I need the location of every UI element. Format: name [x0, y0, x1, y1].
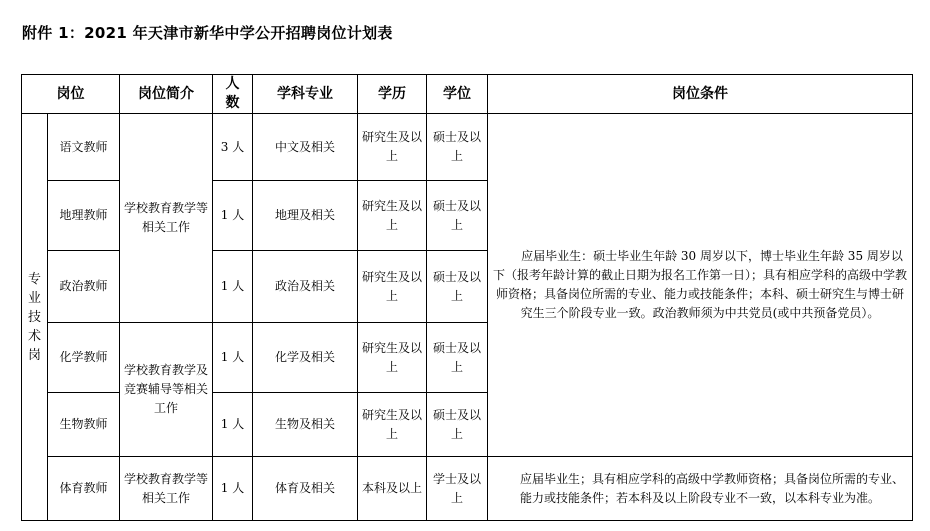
degree-cell: 学士及以上	[427, 457, 488, 521]
position-cell: 生物教师	[48, 393, 120, 457]
category-text: 专业技术岗	[28, 271, 44, 363]
count-cell: 3 人	[213, 114, 253, 181]
major-cell: 政治及相关	[253, 251, 358, 323]
degree-cell: 硕士及以上	[427, 393, 488, 457]
intro-cell: 学校教育教学等相关工作	[120, 457, 213, 521]
position-cell: 政治教师	[48, 251, 120, 323]
education-cell: 研究生及以上	[358, 181, 427, 251]
count-cell: 1 人	[213, 457, 253, 521]
intro-cell: 学校教育教学及竞赛辅导等相关工作	[120, 323, 213, 457]
header-intro: 岗位简介	[120, 75, 213, 114]
major-cell: 地理及相关	[253, 181, 358, 251]
major-cell: 中文及相关	[253, 114, 358, 181]
header-degree: 学位	[427, 75, 488, 114]
conditions-cell: 应届毕业生；具有相应学科的高级中学教师资格；具备岗位所需的专业、能力或技能条件；若本科及以上阶段专业不一致，以本科专业为准。	[488, 457, 913, 521]
education-cell: 研究生及以上	[358, 393, 427, 457]
count-cell: 1 人	[213, 393, 253, 457]
degree-cell: 硕士及以上	[427, 251, 488, 323]
document-title: 附件 1：2021 年天津市新华中学公开招聘岗位计划表	[22, 24, 393, 42]
header-count	[213, 75, 253, 114]
header-count-text: 人数	[225, 76, 240, 111]
header-conditions: 岗位条件	[488, 75, 913, 114]
position-cell: 体育教师	[48, 457, 120, 521]
conditions-cell: 应届毕业生：硕士毕业生年龄 30 周岁以下，博士毕业生年龄 35 周岁以下（报考年龄计算的截止日期为报名工作第一日）；具有相应学科的高级中学教师资格；具备岗位所需的专业、能力或技能条件；本科、硕士研究生与博士研究生三个阶段专业一致。政治教师须为中共党员(或中共预备党员）。	[488, 114, 913, 457]
degree-cell: 硕士及以上	[427, 181, 488, 251]
major-cell: 化学及相关	[253, 323, 358, 393]
table-header-row	[22, 75, 913, 114]
degree-cell: 硕士及以上	[427, 323, 488, 393]
degree-cell: 硕士及以上	[427, 114, 488, 181]
category-cell	[22, 114, 48, 521]
recruitment-plan-table	[21, 74, 913, 521]
education-cell: 研究生及以上	[358, 251, 427, 323]
header-position: 岗位	[22, 75, 120, 114]
table-row	[22, 457, 913, 521]
count-cell: 1 人	[213, 251, 253, 323]
header-major: 学科专业	[253, 75, 358, 114]
position-cell: 化学教师	[48, 323, 120, 393]
count-cell: 1 人	[213, 181, 253, 251]
education-cell: 研究生及以上	[358, 323, 427, 393]
position-cell: 语文教师	[48, 114, 120, 181]
education-cell: 研究生及以上	[358, 114, 427, 181]
header-education: 学历	[358, 75, 427, 114]
position-cell: 地理教师	[48, 181, 120, 251]
intro-cell: 学校教育教学等相关工作	[120, 114, 213, 323]
major-cell: 生物及相关	[253, 393, 358, 457]
table-row	[22, 114, 913, 181]
education-cell: 本科及以上	[358, 457, 427, 521]
major-cell: 体育及相关	[253, 457, 358, 521]
count-cell: 1 人	[213, 323, 253, 393]
